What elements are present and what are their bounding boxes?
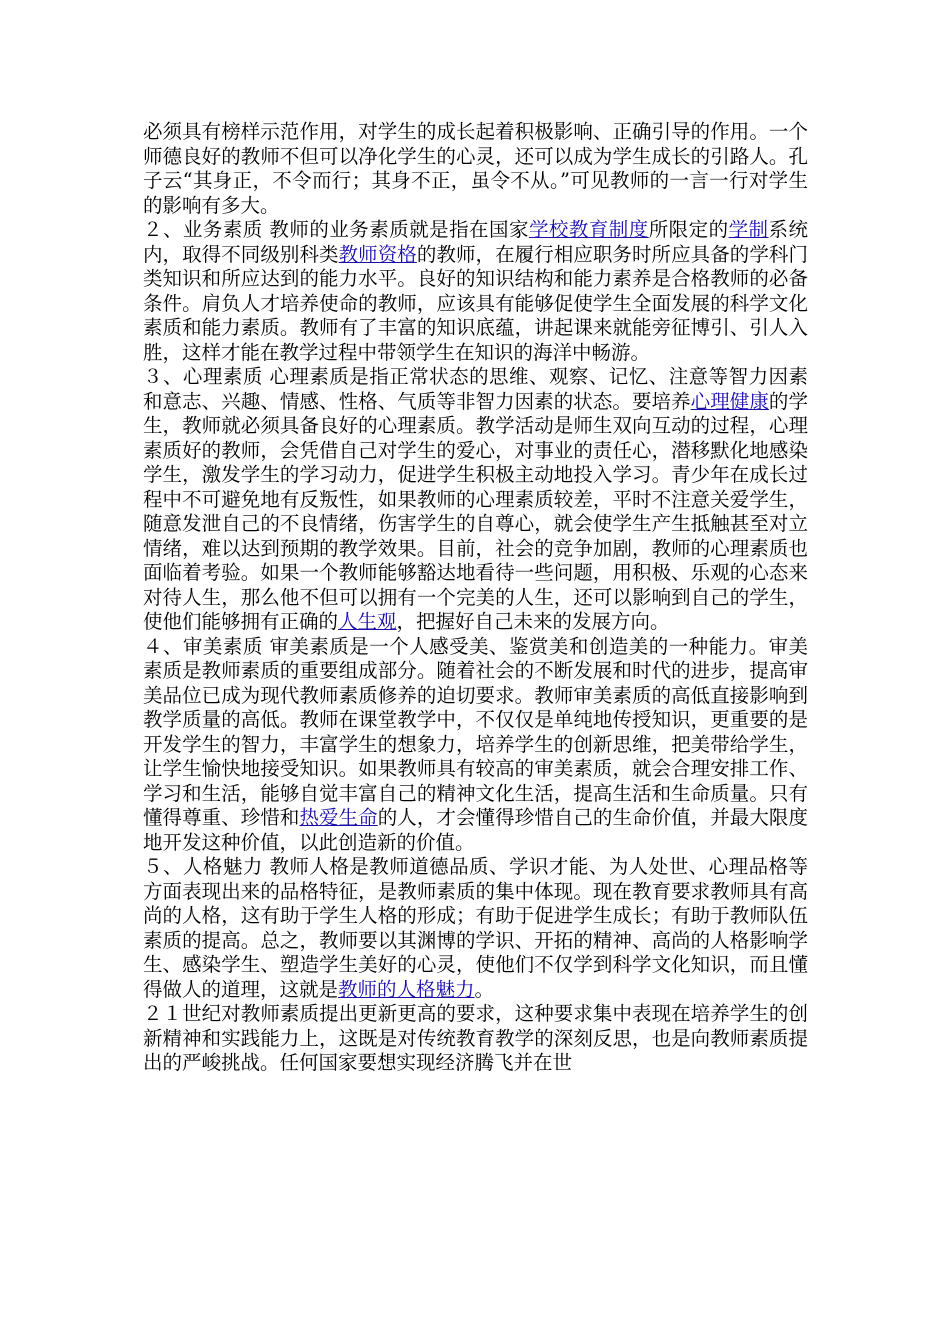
paragraph-psychological-quality xyxy=(143,365,808,635)
text-segment: 。 xyxy=(474,977,495,1001)
link-teacher-personality-charm[interactable]: 教师的人格魅力 xyxy=(338,977,475,1001)
link-love-life[interactable]: 热爱生命 xyxy=(299,806,378,829)
text-segment: ５、人格魅力 教师人格是教师道德品质、学识才能、为人处世、心理品格等方面表现出来的品格特征，是教师素质的集中体现。现在教育要求教师具有高尚的人格，这有助于学生人格的形成；有助于促进学生成长；有助于教师队伍素质的提高。总之，教师要以其渊博的学识、开拓的精神、高尚的人格影响学生、感染学生、塑造学生美好的心灵，使他们不仅学到科学文化知识，而且懂得做人的道理，这就是 xyxy=(143,855,808,1001)
paragraph-21st-century xyxy=(143,1002,808,1076)
paragraph-personality-charm xyxy=(143,855,808,1002)
text-segment: ３、心理素质 心理素质是指正常状态的思维、观察、记忆、注意等智力因素和意志、兴趣、情感、性格、气质等非智力因素的状态。要培养 xyxy=(143,365,808,413)
text-segment: 的教师，在履行相应职务时所应具备的学科门类知识和所应达到的能力水平。良好的知识结构和能力素养是合格教师的必备条件。肩负人才培养使命的教师，应该具有能够促使学生全面发展的科学文化素质和能力素质。教师有了丰富的知识底蕴，讲起课来就能旁征博引、引人入胜，这样才能在教学过程中带领学生在知识的海洋中畅游。 xyxy=(143,242,808,364)
paragraph-professional-quality xyxy=(143,218,808,365)
text-segment: ２、业务素质 教师的业务素质就是指在国家 xyxy=(143,218,529,241)
link-school-system[interactable]: 学制 xyxy=(728,218,769,241)
link-teacher-qualification[interactable]: 教师资格 xyxy=(338,242,417,266)
text-segment: ４、审美素质 审美素质是一个人感受美、鉴赏美和创造美的一种能力。审美素质是教师素质的重要组成部分。随着社会的不断发展和时代的进步，提高审美品位已成为现代教师素质修养的迫切要求。教师审美素质的高低直接影响到教学质量的高低。教师在课堂教学中，不仅仅是单纯地传授知识，更重要的是开发学生的智力，丰富学生的想象力，培养学生的创新思维，把美带给学生，让学生愉快地接受知识。如果教师具有较高的审美素质，就会合理安排工作、学习和生活，能够自觉丰富自己的精神文化生活，提高生活和生命质量。只有懂得尊重、珍惜和 xyxy=(143,634,808,829)
text-segment: 所限定的 xyxy=(648,218,729,241)
text-segment: 的学生，教师就必须具备良好的心理素质。教学活动是师生双向互动的过程，心理素质好的教师，会凭借自己对学生的爱心，对事业的责任心，潜移默化地感染学生，激发学生的学习动力，促进学生积极主动地投入学习。青少年在成长过程中不可避免地有反叛性，如果教师的心理素质较差，平时不注意关爱学生，随意发泄自己的不良情绪，伤害学生的自尊心，就会使学生产生抵触甚至对立情绪，难以达到预期的教学效果。目前，社会的竞争加剧，教师的心理素质也面临着考验。如果一个教师能够豁达地看待一些问题，用积极、乐观的心态来对待人生，那么他不但可以拥有一个完美的人生，还可以影响到自己的学生，使他们能够拥有正确的 xyxy=(143,389,808,633)
paragraph-aesthetic-quality xyxy=(143,635,808,856)
text-segment: ２１世纪对教师素质提出更新更高的要求，这种要求集中表现在培养学生的创新精神和实践能力上，这既是对传统教育教学的深刻反思，也是向教师素质提出的严峻挑战。任何国家要想实现经济腾飞并在世 xyxy=(143,1002,808,1074)
link-mental-health[interactable]: 心理健康 xyxy=(690,389,769,413)
link-school-education-system[interactable]: 学校教育制度 xyxy=(528,218,649,241)
text-segment: ，把握好自己未来的发展方向。 xyxy=(396,610,670,633)
link-outlook-on-life[interactable]: 人生观 xyxy=(338,610,397,633)
paragraph-teacher-ethics xyxy=(143,120,808,218)
text-segment: 必须具有榜样示范作用，对学生的成长起着积极影响、正确引导的作用。一个师德良好的教师不但可以净化学生的心灵，还可以成为学生成长的引路人。孔子云“其身正，不令而行；其身不正，虽令不从。”可见教师的一言一行对学生的影响有多大。 xyxy=(143,120,808,217)
text-segment: 系统内，取得不同级别科类 xyxy=(143,218,808,266)
document-page xyxy=(143,120,808,1076)
text-segment: 的人，才会懂得珍惜自己的生命价值，并最大限度地开发这种价值，以此创造新的价值。 xyxy=(143,806,808,854)
